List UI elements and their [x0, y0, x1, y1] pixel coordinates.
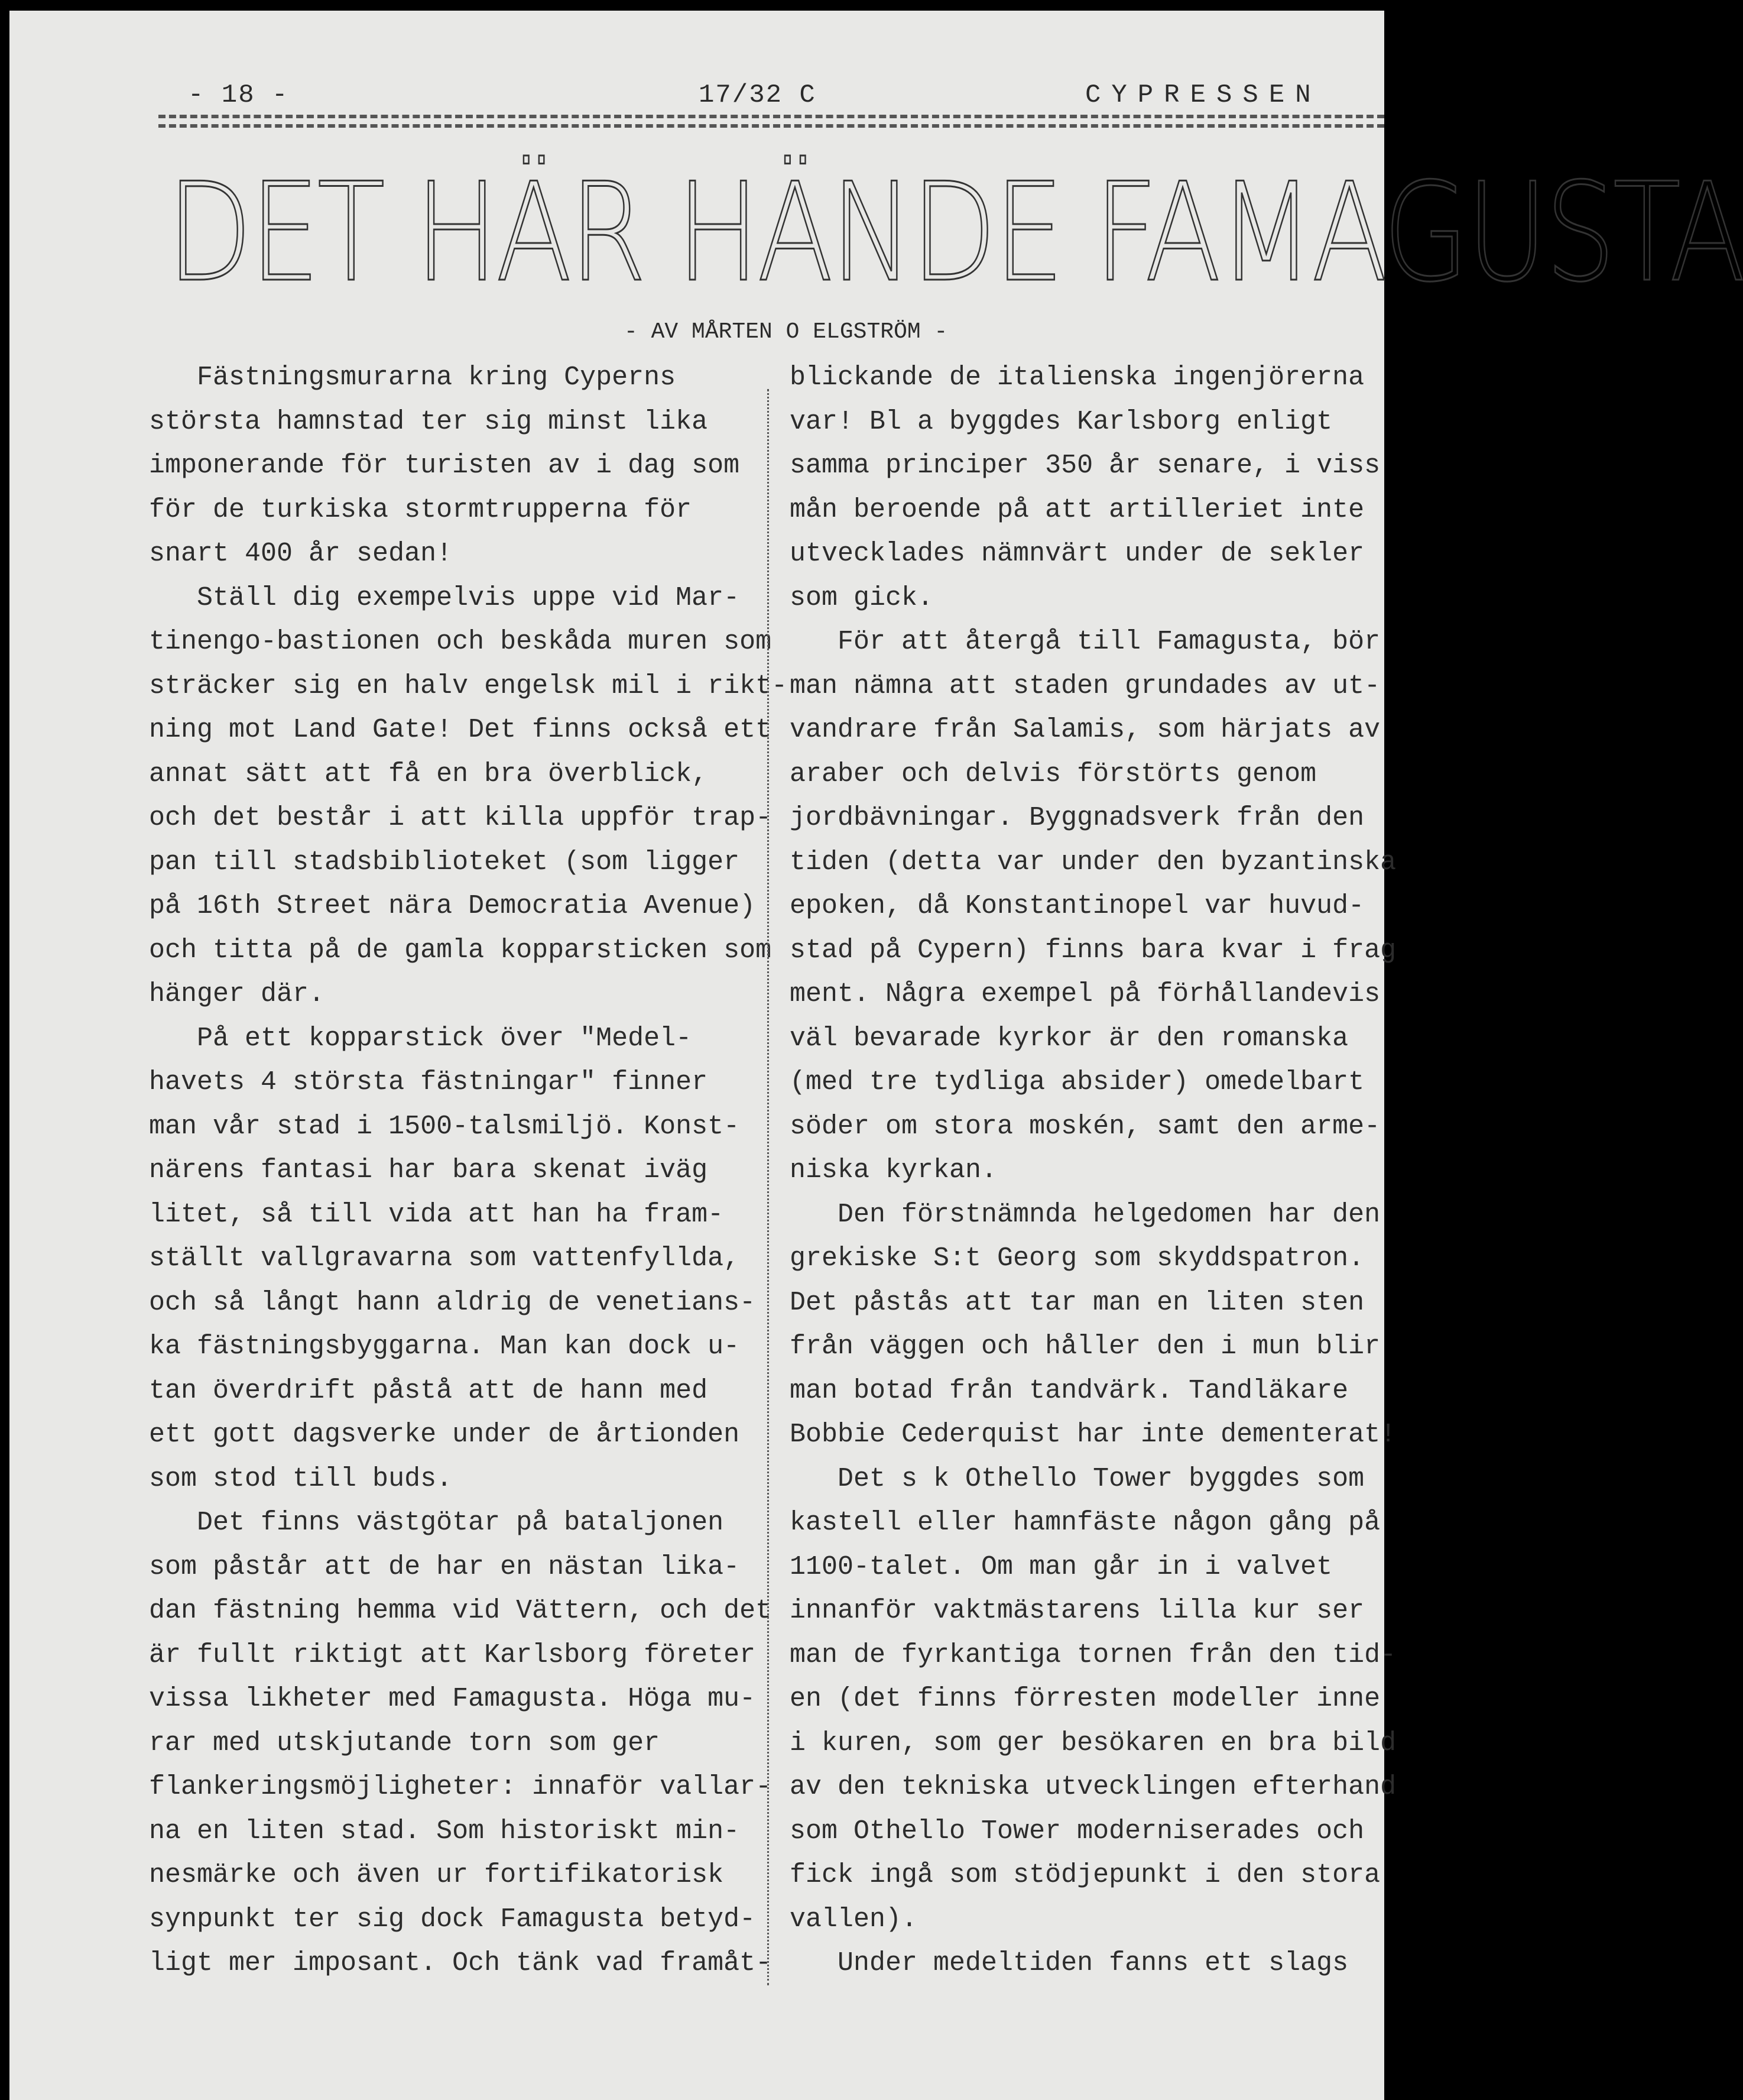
text-line: närens fantasi har bara skenat iväg: [149, 1155, 708, 1185]
article-byline: - AV MÅRTEN O ELGSTRÖM -: [624, 319, 948, 345]
text-line: man vår stad i 1500-talsmiljö. Konst-: [149, 1111, 740, 1142]
running-header: [9, 80, 1384, 128]
text-line: man de fyrkantiga tornen från den tid-: [790, 1639, 1397, 1670]
text-line: som stod till buds.: [149, 1463, 453, 1494]
text-line: fick ingå som stödjepunkt i den stora: [790, 1860, 1381, 1890]
issue-number: 17/32 C: [699, 80, 816, 110]
magazine-name: CYPRESSEN: [1085, 80, 1322, 110]
text-line: är fullt riktigt att Karlsborg företer: [149, 1639, 756, 1670]
text-line: epoken, då Konstantinopel var huvud-: [790, 891, 1365, 921]
text-line: Under medeltiden fanns ett slags: [790, 1948, 1349, 1978]
text-line: en (det finns förresten modeller inne: [790, 1684, 1381, 1714]
column-divider: [767, 389, 769, 1985]
text-line: För att återgå till Famagusta, bör: [790, 627, 1381, 657]
text-line: Det s k Othello Tower byggdes som: [790, 1463, 1365, 1494]
text-line: ning mot Land Gate! Det finns också ett: [149, 715, 772, 745]
text-line: annat sätt att få en bra överblick,: [149, 759, 708, 789]
text-line: synpunkt ter sig dock Famagusta betyd-: [149, 1904, 756, 1934]
text-line: och titta på de gamla kopparsticken som: [149, 935, 772, 965]
header-rule-bottom: [158, 124, 1384, 128]
text-line: av den tekniska utvecklingen efterhand: [790, 1772, 1397, 1802]
text-line: mån beroende på att artilleriet inte: [790, 494, 1365, 525]
text-line: ka fästningsbyggarna. Man kan dock u-: [149, 1331, 740, 1362]
text-line: från väggen och håller den i mun blir: [790, 1331, 1381, 1362]
text-line: och så långt hann aldrig de venetians-: [149, 1287, 756, 1318]
text-line: på 16th Street nära Democratia Avenue): [149, 891, 756, 921]
text-line: imponerande för turisten av i dag som: [149, 451, 740, 481]
text-line: rar med utskjutande torn som ger: [149, 1728, 660, 1758]
text-line: innanför vaktmästarens lilla kur ser: [790, 1596, 1365, 1626]
text-line: na en liten stad. Som historiskt min-: [149, 1816, 740, 1846]
text-line: tiden (detta var under den byzantinska: [790, 847, 1397, 877]
text-line: vandrare från Salamis, som härjats av: [790, 715, 1381, 745]
text-line: största hamnstad ter sig minst lika: [149, 406, 708, 437]
text-line: väl bevarade kyrkor är den romanska: [790, 1023, 1349, 1054]
text-line: söder om stora moskén, samt den arme-: [790, 1111, 1381, 1142]
text-column-left: [149, 356, 788, 1986]
article-headline: DET HÄR HÄNDE FAMAGUSTA: [167, 154, 1743, 312]
header-rule-top: [158, 115, 1384, 118]
text-line: dan fästning hemma vid Vättern, och det: [149, 1596, 772, 1626]
text-column-right: [790, 356, 1397, 1986]
document-page: [9, 11, 1743, 2100]
text-line: Fästningsmurarna kring Cyperns: [149, 362, 676, 393]
text-line: vissa likheter med Famagusta. Höga mu-: [149, 1684, 756, 1714]
text-line: jordbävningar. Byggnadsverk från den: [790, 803, 1365, 833]
text-line: blickande de italienska ingenjörerna: [790, 362, 1365, 393]
text-line: sträcker sig en halv engelsk mil i rikt-: [149, 670, 788, 701]
page-number: - 18 -: [188, 80, 289, 110]
text-line: På ett kopparstick över "Medel-: [149, 1023, 692, 1054]
text-line: Ställ dig exempelvis uppe vid Mar-: [149, 582, 740, 613]
text-line: grekiske S:t Georg som skyddspatron.: [790, 1243, 1365, 1273]
text-line: ställt vallgravarna som vattenfyllda,: [149, 1243, 740, 1273]
text-line: kastell eller hamnfäste någon gång på: [790, 1508, 1381, 1538]
text-line: tan överdrift påstå att de hann med: [149, 1375, 708, 1406]
text-line: Det påstås att tar man en liten sten: [790, 1287, 1365, 1318]
text-line: pan till stadsbiblioteket (som ligger: [149, 847, 740, 877]
text-line: utvecklades nämnvärt under de sekler: [790, 539, 1365, 569]
text-line: (med tre tydliga absider) omedelbart: [790, 1067, 1365, 1097]
text-line: havets 4 största fästningar" finner: [149, 1067, 708, 1097]
text-line: Den förstnämnda helgedomen har den: [790, 1199, 1381, 1230]
text-line: var! Bl a byggdes Karlsborg enligt: [790, 406, 1333, 437]
text-line: litet, så till vida att han ha fram-: [149, 1199, 724, 1230]
text-line: vallen).: [790, 1904, 918, 1934]
text-line: araber och delvis förstörts genom: [790, 759, 1317, 789]
text-line: som Othello Tower moderniserades och: [790, 1816, 1365, 1846]
text-line: man botad från tandvärk. Tandläkare: [790, 1375, 1349, 1406]
text-line: flankeringsmöjligheter: innaför vallar-: [149, 1772, 772, 1802]
text-line: som påstår att de har en nästan lika-: [149, 1551, 740, 1582]
text-line: tinengo-bastionen och beskåda muren som: [149, 627, 772, 657]
text-line: Bobbie Cederquist har inte dementerat!: [790, 1420, 1397, 1450]
text-line: Det finns västgötar på bataljonen: [149, 1508, 724, 1538]
text-line: i kuren, som ger besökaren en bra bild: [790, 1728, 1397, 1758]
text-line: nesmärke och även ur fortifikatorisk: [149, 1860, 724, 1890]
text-line: hänger där.: [149, 979, 325, 1009]
text-line: ett gott dagsverke under de årtionden: [149, 1420, 740, 1450]
text-line: man nämna att staden grundades av ut-: [790, 670, 1381, 701]
text-line: för de turkiska stormtrupperna för: [149, 494, 692, 525]
text-line: samma principer 350 år senare, i viss: [790, 451, 1381, 481]
text-line: stad på Cypern) finns bara kvar i frag: [790, 935, 1397, 965]
text-line: och det består i att killa uppför trap-: [149, 803, 772, 833]
text-line: 1100-talet. Om man går in i valvet: [790, 1551, 1333, 1582]
text-line: snart 400 år sedan!: [149, 539, 453, 569]
text-line: som gick.: [790, 582, 934, 613]
text-line: ment. Några exempel på förhållandevis: [790, 979, 1381, 1009]
text-line: niska kyrkan.: [790, 1155, 998, 1185]
text-line: ligt mer imposant. Och tänk vad framåt-: [149, 1948, 772, 1978]
